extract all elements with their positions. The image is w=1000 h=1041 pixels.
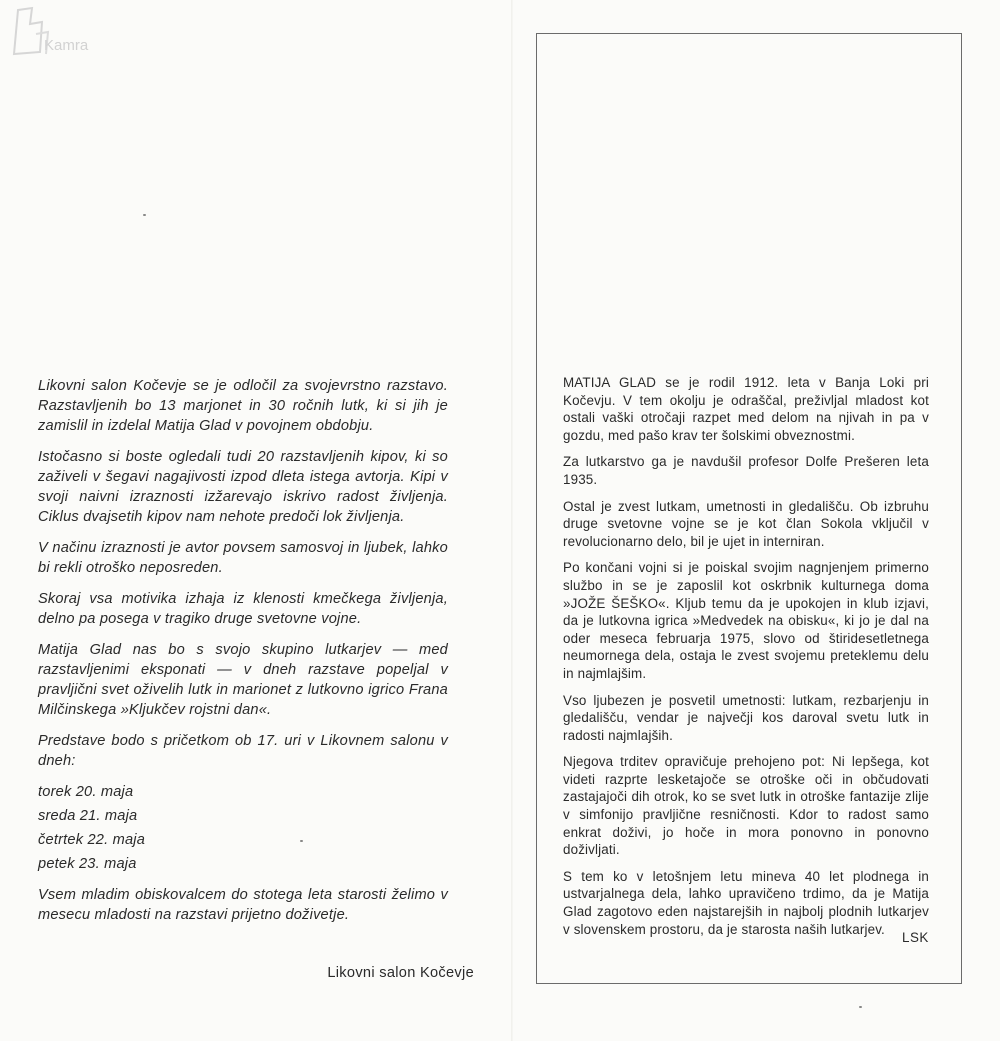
- right-paragraph: Ostal je zvest lutkam, umetnosti in gledališču. Ob izbruhu druge svetovne vojne se je kot član Sokola vključil v revolucionarno delo, bil je ujet in interniran.: [563, 498, 929, 549]
- right-paragraph: Njegova trditev opravičuje prehojeno pot: Ni lepšega, kot videti razprte lesketajoče se otroške oči in občudovati zastajajoči dih otrok, ko se svet lutk in otroške fantazije zlije v simfonijo pravljične resničnosti. Kdor to radost samo enkrat doživi, jo hoče in mora ponovno in ponovno doživljati.: [563, 754, 929, 858]
- right-paragraph: MATIJA GLAD se je rodil 1912. leta v Banja Loki pri Kočevju. V tem okolju je odraščal, preživljal mladost kot ostali vaški otročaji razpet med delom na njivah in pa v gozdu, med pašo krav ter šolskimi obveznostmi.: [563, 375, 929, 443]
- left-article: [38, 376, 448, 936]
- performance-date: petek 23. maja: [38, 856, 137, 872]
- performance-dates-list: [38, 782, 448, 874]
- right-paragraph: Po končani vojni si je poiskal svojim nagnjenjem primerno službo in se je zaposlil kot oskrbnik kulturnega doma »JOŽE ŠEŠKO«. Kljub temu da je upokojen in klub izjavi, da je lutkovna igrica »Medvedek na obisku«, ki jo je dal na oder meseca februarja 1975, slovo od štiridesetletnega neumornega dela, ostaja le zvest svojemu preteklemu delu in najmlajšim.: [563, 560, 929, 681]
- right-paragraph: Vso ljubezen je posvetil umetnosti: lutkam, rezbarjenju in gledališču, vendar je največji kos daroval svetu lutk in radosti najmlajših.: [563, 692, 929, 743]
- performance-date: četrtek 22. maja: [38, 832, 146, 848]
- performance-date: torek 20. maja: [38, 784, 134, 800]
- right-paragraph: Za lutkarstvo ga je navdušil profesor Dolfe Prešeren leta 1935.: [563, 454, 929, 487]
- left-paragraph: Skoraj vsa motivika izhaja iz klenosti kmečkega življenja, delno pa posega v tragiko druge svetovne vojne.: [38, 591, 448, 627]
- svg-text:Kamra: Kamra: [44, 37, 89, 54]
- left-paragraph: Istočasno si boste ogledali tudi 20 razstavljenih kipov, ki so zaživeli v šegavi nagajivosti izpod dleta istega avtorja. Kipi v svoji naivni izraznosti izžarevajo iskrivo radost življenja. Ciklus dvajsetih kipov nam nehote predoči lok življenja.: [38, 449, 448, 525]
- right-article: [563, 374, 929, 947]
- signature: Likovni salon Kočevje: [327, 965, 474, 981]
- right-paragraph: S tem ko v letošnjem letu mineva 40 let plodnega in ustvarjalnega dela, lahko upravičeno trdimo, da je Matija Glad zagotovo eden najstarejših in najbolj plodnih lutkarjev v slovenskem prostoru, da je starosta naših lutkarjev.: [563, 868, 929, 937]
- paper-speck: [143, 214, 146, 216]
- left-paragraph: Matija Glad nas bo s svojo skupino lutkarjev — med razstavljenimi eksponati — v dneh razstave popeljal v pravljični svet oživelih lutk in marionet z lutkovno igrico Frana Milčinskega »Kljukčev rojstni dan«.: [38, 642, 448, 718]
- right-page: [512, 0, 1000, 1041]
- left-paragraph: Likovni salon Kočevje se je odločil za svojevrstno razstavo. Razstavljenih bo 13 marjonet in 30 ročnih lutk, ki si jih je zamislil in izdelal Matija Glad v povojnem obdobju.: [38, 378, 448, 434]
- paper-speck: [859, 1006, 862, 1008]
- left-paragraph: Predstave bodo s pričetkom ob 17. uri v Likovnem salonu v dneh:: [38, 733, 448, 769]
- left-paragraph: V načinu izraznosti je avtor povsem samosvoj in ljubek, lahko bi rekli otroško neposreden.: [38, 540, 448, 576]
- author-initials: LSK: [902, 930, 929, 945]
- paper-speck: [300, 840, 303, 842]
- closing-paragraph: Vsem mladim obiskovalcem do stotega leta starosti želimo v mesecu mladosti na razstavi prijetno doživetje.: [38, 887, 448, 923]
- performance-date: sreda 21. maja: [38, 808, 138, 824]
